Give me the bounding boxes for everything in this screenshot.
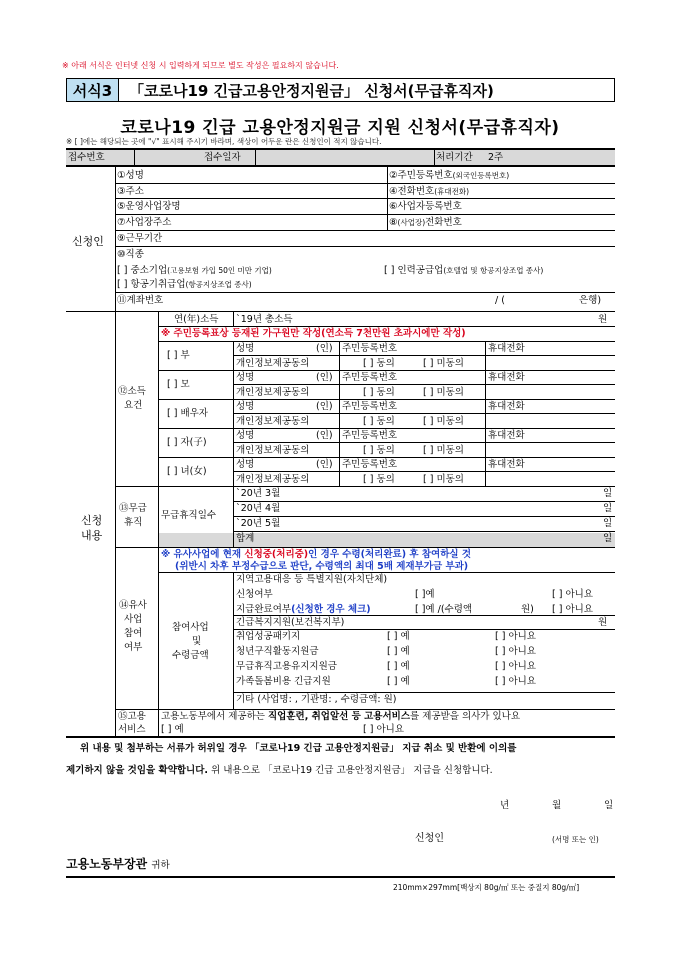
- job-option-sme[interactable]: [ ] 중소기업(고용보험 가입 50인 미만 기업): [117, 265, 272, 276]
- content-section-label-1: 신청: [81, 514, 103, 527]
- local-support-label: 지역고용대응 등 특별지원(자치단체): [236, 574, 388, 585]
- family-name-label: 성명: [236, 372, 255, 383]
- family-member-0[interactable]: [ ] 부: [167, 350, 190, 361]
- annual-income-unit: 원: [598, 314, 608, 325]
- family-consent-agree[interactable]: [ ] 동의: [363, 416, 395, 427]
- service-yes[interactable]: [ ] 예: [161, 724, 184, 735]
- family-consent-agree[interactable]: [ ] 동의: [363, 474, 395, 485]
- unpaid-days-label: 무급휴직일수: [161, 510, 217, 521]
- income-label-2: 요건: [124, 400, 143, 411]
- family-consent-disagree[interactable]: [ ] 미동의: [423, 416, 464, 427]
- processing-period-label: 처리기간: [436, 152, 473, 163]
- family-mobile-label: 휴대전화: [488, 343, 525, 354]
- form-title: 「코로나19 긴급고용안정지원금」 신청서(무급휴직자): [129, 81, 494, 100]
- family-mobile-label: 휴대전화: [488, 430, 525, 441]
- family-seal-label: (인): [316, 401, 333, 412]
- family-member-3[interactable]: [ ] 자(子): [167, 437, 207, 448]
- program-label-1: 청년구직활동지원금: [236, 646, 319, 657]
- family-member-4[interactable]: [ ] 녀(女): [167, 466, 207, 477]
- receipt-date-label: 접수일자: [204, 152, 241, 163]
- family-consent-label: 개인정보제공동의: [236, 416, 310, 427]
- family-consent-disagree[interactable]: [ ] 미동의: [423, 445, 464, 456]
- annual-income-label: 연(年)소득: [174, 314, 219, 325]
- form-header-box: [66, 78, 615, 102]
- work-period-label: ⑨근무기간: [117, 233, 163, 244]
- pledge-line-2: 제기하지 않을 것임을 확약합니다. 위 내용으로 「코로나19 긴급 고용안정지원금」 지급을 신청합니다.: [66, 765, 493, 776]
- payment-status-yes[interactable]: [ ]예 /(수령액: [415, 604, 473, 615]
- unpaid-leave-label-1: ⑬무급: [119, 503, 147, 514]
- family-consent-label: 개인정보제공동의: [236, 445, 310, 456]
- family-mobile-label: 휴대전화: [488, 372, 525, 383]
- family-member-2[interactable]: [ ] 배우자: [167, 408, 208, 419]
- notice-text: ※ 아래 서식은 인터넷 신청 시 입력하게 되므로 별도 작성은 필요하지 않습니다.: [62, 61, 339, 70]
- date-day-label: 일: [604, 800, 614, 811]
- family-name-label: 성명: [236, 430, 255, 441]
- pledge-line-1: 위 내용 및 첨부하는 서류가 허위일 경우 「코로나19 긴급 고용안정지원금」 지급 취소 및 반환에 이의를: [80, 743, 517, 754]
- welfare-support-label: 긴급복지지원(보건복지부): [236, 617, 345, 628]
- program-yes-0[interactable]: [ ] 예: [387, 631, 410, 642]
- program-yes-2[interactable]: [ ] 예: [387, 661, 410, 672]
- participation-label-3: 수령금액: [172, 650, 209, 661]
- family-rrn-label: 주민등록번호: [342, 459, 398, 470]
- family-consent-disagree[interactable]: [ ] 미동의: [423, 358, 464, 369]
- receipt-no-label: 접수번호: [68, 152, 105, 163]
- account-separator: / (: [495, 295, 505, 306]
- payment-amount-unit: 원): [521, 604, 534, 615]
- family-name-label: 성명: [236, 401, 255, 412]
- similar-label-3: 참여: [124, 628, 143, 639]
- program-label-2: 무급휴직고용유지지원금: [236, 661, 337, 672]
- unpaid-day-unit: 일: [603, 518, 613, 529]
- bank-label: 은행): [579, 295, 602, 306]
- date-year-label: 년: [500, 800, 510, 811]
- family-consent-disagree[interactable]: [ ] 미동의: [423, 387, 464, 398]
- address-field-label: ③주소: [117, 186, 144, 197]
- payment-status-no[interactable]: [ ] 아니요: [552, 604, 593, 615]
- family-seal-label: (인): [316, 343, 333, 354]
- family-rrn-label: 주민등록번호: [342, 343, 398, 354]
- applicant-section-label: 신청인: [72, 235, 104, 248]
- company-phone-label: ⑧(사업장)전화번호: [389, 217, 462, 228]
- other-program-label: 기타 (사업명: , 기관명: , 수령금액: 원): [236, 694, 397, 705]
- similar-note-2: (위반시 차후 부정수급으로 판단, 수령액의 최대 5배 제재부가금 부과): [175, 561, 469, 572]
- similar-note-1: ※ 유사사업에 현재 신청중(처리중)인 경우 수령(처리완료) 후 참여하실 것: [161, 549, 472, 560]
- program-label-0: 취업성공패키지: [236, 631, 301, 642]
- family-seal-label: (인): [316, 459, 333, 470]
- date-month-label: 월: [552, 800, 562, 811]
- company-address-label: ⑦사업장주소: [117, 217, 172, 228]
- job-option-staffing[interactable]: [ ] 인력공급업(호텔업 및 항공지상조업 종사): [384, 265, 544, 276]
- job-option-aircraft[interactable]: [ ] 항공기취급업(항공지상조업 종사): [117, 279, 252, 290]
- family-consent-label: 개인정보제공동의: [236, 474, 310, 485]
- family-seal-label: (인): [316, 372, 333, 383]
- payment-status-label: 지급완료여부(신청한 경우 체크): [236, 604, 371, 615]
- program-yes-1[interactable]: [ ] 예: [387, 646, 410, 657]
- account-number-label: ⑪계좌번호: [117, 295, 164, 306]
- family-seal-label: (인): [316, 430, 333, 441]
- unpaid-month-1: `20년 4월: [236, 503, 281, 514]
- family-consent-agree[interactable]: [ ] 동의: [363, 445, 395, 456]
- family-consent-label: 개인정보제공동의: [236, 387, 310, 398]
- annual-income-year: `19년 총소득: [236, 314, 293, 325]
- participation-label-1: 참여사업: [172, 622, 209, 633]
- instruction-note: ※ [ ]에는 해당되는 곳에 "√" 표시해 주시기 바라며, 색상이 어두운 란은 신청인이 적지 않습니다.: [66, 137, 382, 146]
- family-mobile-label: 휴대전화: [488, 459, 525, 470]
- service-label-2: 서비스: [118, 724, 146, 735]
- unpaid-day-unit: 일: [603, 533, 613, 544]
- similar-label-2: 사업: [124, 614, 143, 625]
- addressee: 고용노동부장관 귀하: [66, 857, 170, 871]
- family-rrn-label: 주민등록번호: [342, 430, 398, 441]
- service-no[interactable]: [ ] 아니요: [363, 724, 404, 735]
- similar-label-4: 여부: [124, 642, 143, 653]
- service-question: 고용노동부에서 제공하는 직업훈련, 취업알선 등 고용서비스를 제공받을 의사가 있나요: [161, 711, 521, 722]
- program-no-3[interactable]: [ ] 아니요: [495, 676, 536, 687]
- job-type-label: ⑩직종: [117, 249, 144, 260]
- family-rrn-label: 주민등록번호: [342, 401, 398, 412]
- business-number-label: ⑥사업자등록번호: [389, 201, 462, 212]
- similar-label-1: ⑭유사: [119, 600, 147, 611]
- form-number: 서식3: [67, 79, 119, 101]
- name-field-label: ①성명: [117, 170, 144, 181]
- rrn-field-label: ②주민등록번호(외국인등록번호): [389, 170, 510, 181]
- apply-status-yes[interactable]: [ ]예: [415, 589, 435, 600]
- family-consent-agree[interactable]: [ ] 동의: [363, 387, 395, 398]
- unpaid-month-3: 합계: [236, 533, 255, 544]
- unpaid-day-unit: 일: [603, 503, 613, 514]
- apply-status-no[interactable]: [ ] 아니요: [552, 589, 593, 600]
- program-no-1[interactable]: [ ] 아니요: [495, 646, 536, 657]
- welfare-support-unit: 원: [598, 617, 608, 628]
- unpaid-day-unit: 일: [603, 488, 613, 499]
- family-consent-label: 개인정보제공동의: [236, 358, 310, 369]
- program-no-0[interactable]: [ ] 아니요: [495, 631, 536, 642]
- processing-period-value: 2주: [488, 152, 504, 163]
- program-yes-3[interactable]: [ ] 예: [387, 676, 410, 687]
- unpaid-month-0: `20년 3월: [236, 488, 281, 499]
- apply-status-label: 신청여부: [236, 589, 273, 600]
- income-label-1: ⑫소득: [118, 386, 146, 397]
- main-title: 코로나19 긴급 고용안정지원금 지원 신청서(무급휴직자): [120, 118, 560, 138]
- unpaid-leave-label-2: 휴직: [124, 517, 143, 528]
- phone-field-label: ④전화번호(휴대전화): [389, 186, 470, 197]
- program-label-3: 가족돌봄비용 긴급지원: [236, 676, 331, 687]
- family-name-label: 성명: [236, 343, 255, 354]
- program-no-2[interactable]: [ ] 아니요: [495, 661, 536, 672]
- family-mobile-label: 휴대전화: [488, 401, 525, 412]
- family-name-label: 성명: [236, 459, 255, 470]
- family-member-1[interactable]: [ ] 모: [167, 379, 190, 390]
- content-section-label-2: 내용: [81, 529, 103, 542]
- signature-note: (서명 또는 인): [552, 835, 599, 844]
- signer-label: 신청인: [415, 833, 444, 844]
- paper-spec: 210mm×297mm[백상지 80g/㎡ 또는 중질지 80g/㎡]: [393, 883, 580, 892]
- service-label-1: ⑮고용: [118, 711, 146, 722]
- family-consent-disagree[interactable]: [ ] 미동의: [423, 474, 464, 485]
- family-rrn-label: 주민등록번호: [342, 372, 398, 383]
- company-name-label: ⑤운영사업장명: [117, 201, 181, 212]
- participation-label-2: 및: [192, 636, 202, 647]
- unpaid-month-2: `20년 5월: [236, 518, 281, 529]
- income-note: ※ 주민등록표상 등재된 가구원만 작성(연소득 7천만원 초과시에만 작성): [161, 328, 466, 339]
- family-consent-agree[interactable]: [ ] 동의: [363, 358, 395, 369]
